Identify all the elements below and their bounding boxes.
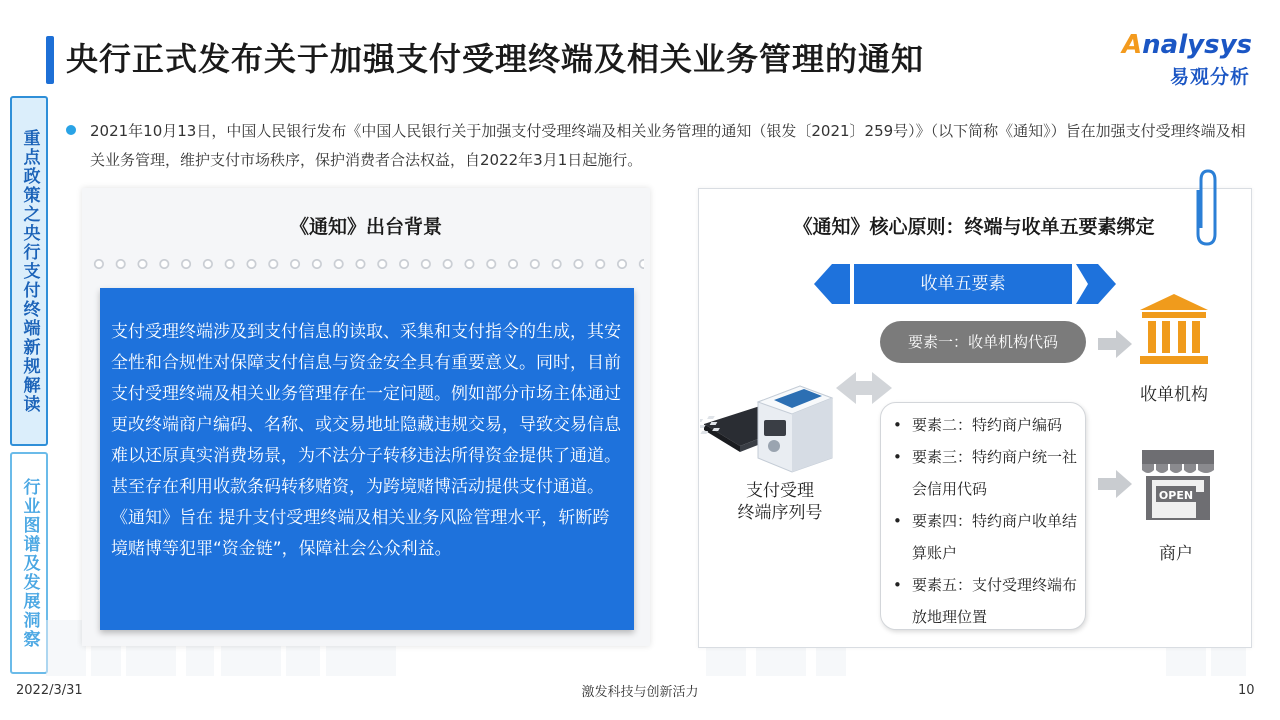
logo-wordmark: Analysys — [1122, 30, 1252, 60]
shop-merchant-icon — [1140, 448, 1216, 522]
page-title: 央行正式发布关于加强支付受理终端及相关业务管理的通知 — [66, 40, 925, 78]
institution-label: 收单机构 — [1140, 385, 1208, 405]
principle-panel-title: 《通知》核心原则：终端与收单五要素绑定 — [793, 216, 1155, 238]
perforation-dots — [88, 258, 644, 270]
brand-logo — [1122, 30, 1252, 90]
side-tab-industry-label: 行业图谱及发展洞察 — [19, 477, 40, 649]
background-panel — [82, 188, 650, 646]
background-panel-title: 《通知》出台背景 — [289, 216, 442, 238]
bidirectional-arrow-icon — [836, 368, 892, 408]
terminal-label-line-1: 支付受理 — [746, 481, 814, 501]
banner-left-arrow-tail — [832, 264, 850, 304]
logo-chinese-name: 易观分析 — [1169, 66, 1250, 88]
terminal-label-line-2: 终端序列号 — [737, 503, 823, 523]
banner-right-arrow-icon — [1098, 264, 1116, 304]
shop-sign-text: OPEN — [1158, 489, 1194, 502]
banner-right-arrow-notch — [1076, 264, 1088, 304]
element-item: • 要素四：特约商户收单结算账户 — [893, 505, 1077, 569]
banner-left-arrow-icon — [814, 264, 832, 304]
merchant-label: 商户 — [1159, 544, 1193, 564]
page-number: 10 — [1238, 683, 1255, 698]
background-paragraph-2: 《通知》旨在 提升支付受理终端及相关业务风险管理水平，斩断跨境赌博等犯罪“资金链”，保障社会公众利益。 — [111, 508, 610, 559]
background-text-box — [100, 288, 634, 630]
background-paragraph-1: 支付受理终端涉及到支付信息的读取、采集和支付指令的生成，其安全性和合规性对保障支付信息与资金安全具有重要意义。同时，目前支付受理终端及相关业务管理存在一定问题。例如部分市场主体通过更改终端商户编码、名称、或交易地址隐藏违规交易，导致交易信息难以还原真实消费场景，为不法分子转移违法所得资金提供了通道。甚至存在利用收款条码转移赌资，为跨境赌博活动提供支付通道。 — [111, 322, 621, 497]
elements-list-box — [880, 402, 1086, 630]
terminal-serial-label — [716, 480, 844, 524]
element-item: • 要素二：特约商户编码 — [893, 409, 1077, 441]
five-elements-banner: 收单五要素 — [854, 264, 1072, 304]
footer-slogan: 激发科技与创新活力 — [581, 685, 699, 700]
arrow-right-icon — [1098, 470, 1132, 498]
title-accent-bar — [46, 36, 54, 84]
arrow-right-icon — [1098, 330, 1132, 358]
element-item: • 要素三：特约商户统一社会信用代码 — [893, 441, 1077, 505]
element-1-pill: 要素一：收单机构代码 — [880, 321, 1086, 363]
pos-terminal-icon — [700, 362, 840, 474]
side-tab-policy-label: 重点政策之央行支付终端新规解读 — [19, 128, 40, 414]
intro-text: 2021年10月13日，中国人民银行发布《中国人民银行关于加强支付受理终端及相关业务管理的通知（银发〔2021〕259号）》（以下简称《通知》）旨在加强支付受理终端及相关业务管理，维护支付市场秩序，保护消费者合法权益，自2022年3月1日起施行。 — [90, 122, 1246, 169]
element-item: • 要素五：支付受理终端布放地理位置 — [893, 569, 1077, 633]
intro-paragraph — [66, 117, 1256, 175]
bullet-dot — [66, 125, 76, 135]
paperclip-icon — [1192, 168, 1222, 248]
bank-institution-icon — [1138, 292, 1210, 366]
side-tab-industry[interactable] — [10, 452, 48, 674]
footer-date: 2022/3/31 — [16, 683, 83, 698]
side-tab-policy[interactable] — [10, 96, 48, 446]
